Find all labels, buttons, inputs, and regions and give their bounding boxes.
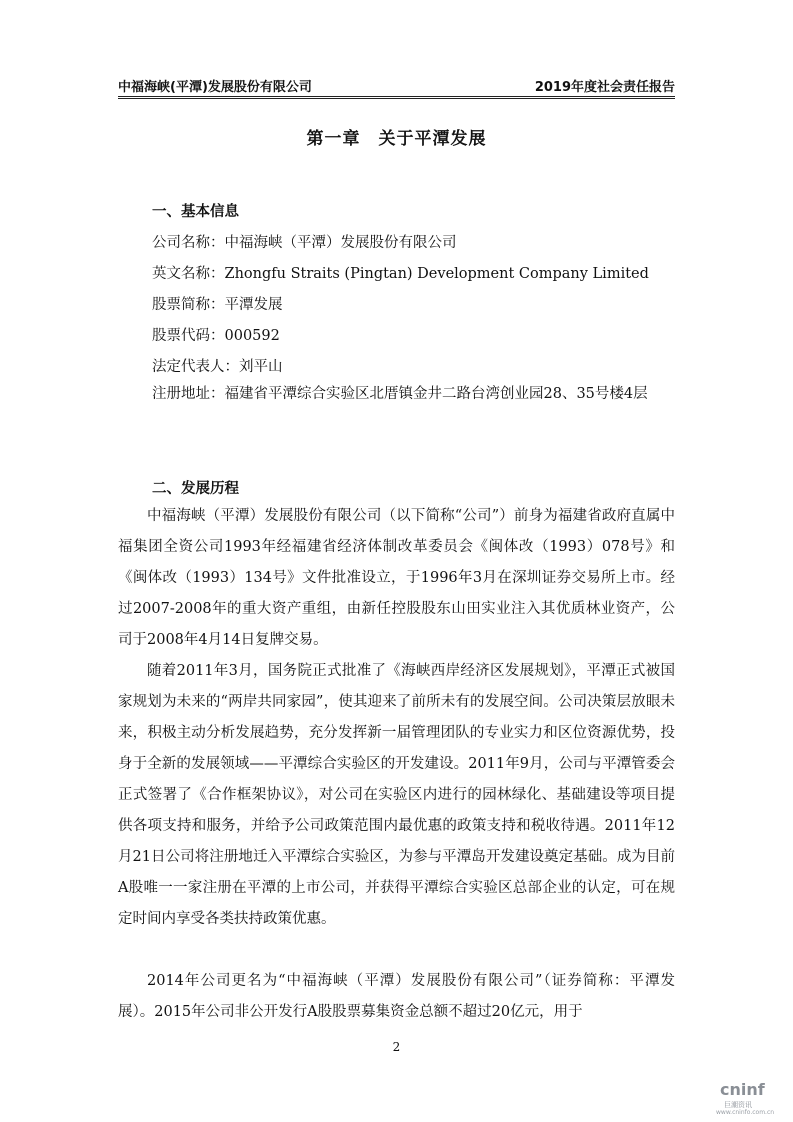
page-header [118, 76, 675, 99]
company-name: 公司名称：中福海峡（平潭）发展股份有限公司 [152, 235, 457, 251]
history-paragraph-2: 随着2011年3月，国务院正式批准了《海峡西岸经济区发展规划》，平潭正式被国家规划为未来的“两岸共同家园”，使其迎来了前所未有的发展空间。公司决策层放眼未来，积极主动分析发展趋势，充分发挥新一届管理团队的专业实力和区位资源优势，投身于全新的发展领域——平潭综合实验区的开发建设。2011年9月，公司与平潭管委会正式签署了《合作框架协议》，对公司在实验区内进行的园林绿化、基础建设等项目提供各项支持和服务，并给予公司政策范围内最优惠的政策支持和税收待遇。2011年12月21日公司将注册地迁入平潭综合实验区，为参与平潭岛开发建设奠定基础。成为目前A股唯一一家注册在平潭的上市公司，并获得平潭综合实验区总部企业的认定，可在规定时间内享受各类扶持政策优惠。 [118, 663, 675, 927]
section-basic-info-title: 一、基本信息 [152, 204, 239, 220]
history-paragraph-1: 中福海峡（平潭）发展股份有限公司（以下简称“公司”）前身为福建省政府直属中福集团全资公司1993年经福建省经济体制改革委员会《闽体改（1993）078号》和《闽体改（1993）134号》文件批准设立，于1996年3月在深圳证券交易所上市。经过2007-2008年的重大资产重组，由新任控股股东山田实业注入其优质林业资产，公司于2008年4月14日复牌交易。 [118, 508, 675, 648]
stock-abbr: 股票简称：平潭发展 [152, 297, 283, 313]
header-report-title: 2019年度社会责任报告 [534, 80, 675, 95]
legal-representative: 法定代表人：刘平山 [152, 359, 283, 375]
cninf-watermark [716, 1076, 786, 1116]
chapter-title: 第一章 关于平潭发展 [306, 129, 487, 149]
watermark-brand: cninf [720, 1080, 765, 1099]
history-paragraph-3: 2014年公司更名为“中福海峡（平潭）发展股份有限公司”（证券简称：平潭发展）。2015年公司非公开发行A股股票募集资金总额不超过20亿元，用于 [118, 973, 675, 1020]
stock-code: 股票代码：000592 [152, 328, 280, 344]
page-number: 2 [392, 1040, 401, 1054]
registered-address: 注册地址：福建省平潭综合实验区北厝镇金井二路台湾创业园28、35号楼4层 [152, 386, 648, 402]
header-company: 中福海峡(平潭)发展股份有限公司 [118, 80, 312, 95]
english-name: 英文名称：Zhongfu Straits (Pingtan) Development Company Limited [152, 266, 649, 282]
section-history-title: 二、发展历程 [152, 481, 239, 497]
watermark-sub: 巨潮资讯 [724, 1101, 752, 1109]
watermark-url: www.cninfo.com.cn [716, 1109, 775, 1116]
